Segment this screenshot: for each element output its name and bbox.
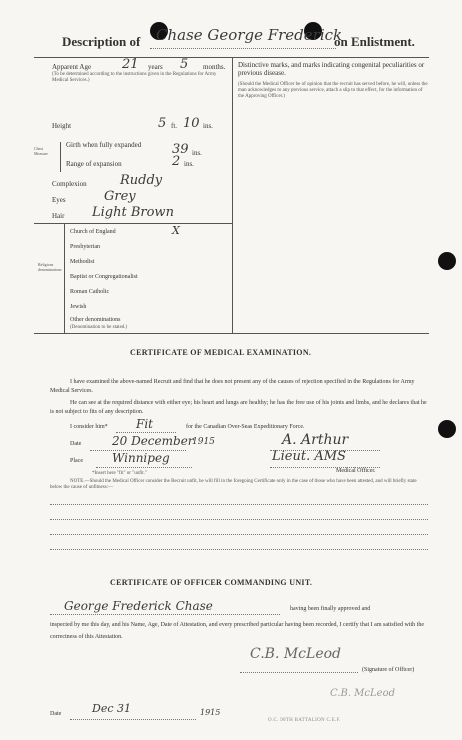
medical-heading: CERTIFICATE OF MEDICAL EXAMINATION. [130, 348, 312, 357]
officer-signature-label: (Signature of Officer) [362, 667, 415, 673]
officer-date-value: Dec 31 [92, 702, 131, 715]
girth-value: 39 [172, 142, 189, 157]
punch-hole-right-lower [438, 420, 456, 438]
distinctive-marks-note: (Should the Medical Officer be of opinion that the recruit has served before, he will, unless the man acknowledges to any previous service, attach a slip to that effect, for the information of the Approving Officer.) [238, 82, 428, 99]
distinctive-marks-label: Distinctive marks, and marks indicating congenital peculiarities or previous disease. [238, 61, 425, 77]
medical-officer-label: Medical Officer. [336, 468, 376, 474]
officer-date-label: Date [50, 711, 62, 717]
medical-date-value: 20 December [112, 434, 194, 448]
chest-measure-side-label: Chest Measure [34, 146, 48, 156]
medical-officer-signature: A. Arthur [282, 432, 349, 448]
eyes-value: Grey [104, 189, 136, 204]
commanding-officer-signature: C.B. McLeod [250, 646, 341, 662]
religion-baptist: Baptist or Congregationalist [70, 274, 138, 280]
medical-officer-rank: Lieut. AMS [272, 449, 346, 464]
religion-presbyterian: Presbyterian [70, 244, 100, 250]
officer-recruit-name: George Frederick Chase [64, 599, 213, 613]
religion-mark: X [172, 224, 180, 237]
medical-paragraph-1: I have examined the above-named Recruit and find that he does not present any of the causes of rejection specified in the Regulations for Army Medical Services. [50, 379, 415, 394]
header-title-left: Description of [62, 34, 141, 49]
religion-methodist: Methodist [70, 259, 95, 265]
insert-fit-note: *Insert here "fit" or "unfit." [92, 471, 147, 476]
unit-stamp: O.C. 90TH BATTALION C.E.F. [268, 718, 341, 723]
height-label: Height [52, 122, 72, 130]
hair-label: Hair [52, 212, 65, 220]
punch-hole-right-upper [438, 252, 456, 270]
months-label: months. [203, 63, 226, 71]
officer-line1-suffix: having been finally approved and [290, 606, 371, 612]
height-in-value: 10 [183, 116, 200, 131]
religion-other: Other denominations [70, 317, 121, 323]
age-label: Apparent Age [52, 63, 92, 71]
religion-roman-catholic: Roman Catholic [70, 289, 110, 295]
complexion-value: Ruddy [120, 173, 163, 188]
years-label: years [148, 63, 163, 71]
medical-footnote: NOTE.—Should the Medical Officer consider the Recruit unfit, he will fill in the foregoing Certificate only in the case of those who have been attested, and will briefly state below the cause of unfitness:— [50, 479, 417, 490]
ft-label: ft. [171, 122, 178, 130]
complexion-label: Complexion [52, 180, 87, 188]
header-title-right: on Enlistment. [334, 34, 415, 49]
religion-church-of-england: Church of England [70, 229, 116, 235]
medical-paragraph-2: He can see at the required distance with either eye; his heart and lungs are healthy; he has the free use of his joints and limbs, and he declares that he is not subject to fits of any description. [50, 400, 427, 415]
girth-ins-label: ins. [192, 149, 202, 157]
medical-date-label: Date [70, 441, 82, 447]
consider-suffix: for the Canadian Over-Seas Expeditionary Force. [186, 424, 305, 430]
medical-place-label: Place [70, 458, 83, 464]
range-ins-label: ins. [184, 160, 194, 168]
hair-value: Light Brown [92, 205, 174, 220]
age-months-value: 5 [180, 57, 189, 72]
stamp-signature-overlay: C.B. McLeod [330, 688, 395, 699]
fit-value: Fit [136, 417, 153, 431]
officer-paragraph: inspected by me this day, and his Name, Age, Date of Attestation, and every prescribed particular having been recorded, I certify that I am satisfied with the correctness of this Attestation. [50, 622, 424, 640]
age-note: (To be determined according to the instructions given in the Regulations for Army Medical Services.) [52, 72, 217, 83]
height-ft-value: 5 [158, 116, 167, 131]
header-name: Chase George Frederick [156, 26, 343, 44]
officer-heading: CERTIFICATE OF OFFICER COMMANDING UNIT. [110, 578, 313, 587]
eyes-label: Eyes [52, 196, 66, 204]
religious-denominations-side-label: Religious denominations [38, 262, 62, 272]
medical-year-value: 1915 [192, 437, 215, 447]
range-value: 2 [172, 154, 181, 169]
age-years-value: 21 [122, 57, 139, 72]
religion-jewish: Jewish [70, 304, 87, 310]
officer-year-value: 1915 [200, 708, 221, 717]
ins-label: ins. [203, 122, 213, 130]
range-label: Range of expansion [66, 160, 122, 168]
other-denomination-note: (Denomination to be stated.) [70, 325, 128, 330]
consider-label: I consider him* [70, 424, 108, 430]
girth-label: Girth when fully expanded [66, 141, 142, 149]
medical-place-value: Winnipeg [112, 451, 170, 465]
